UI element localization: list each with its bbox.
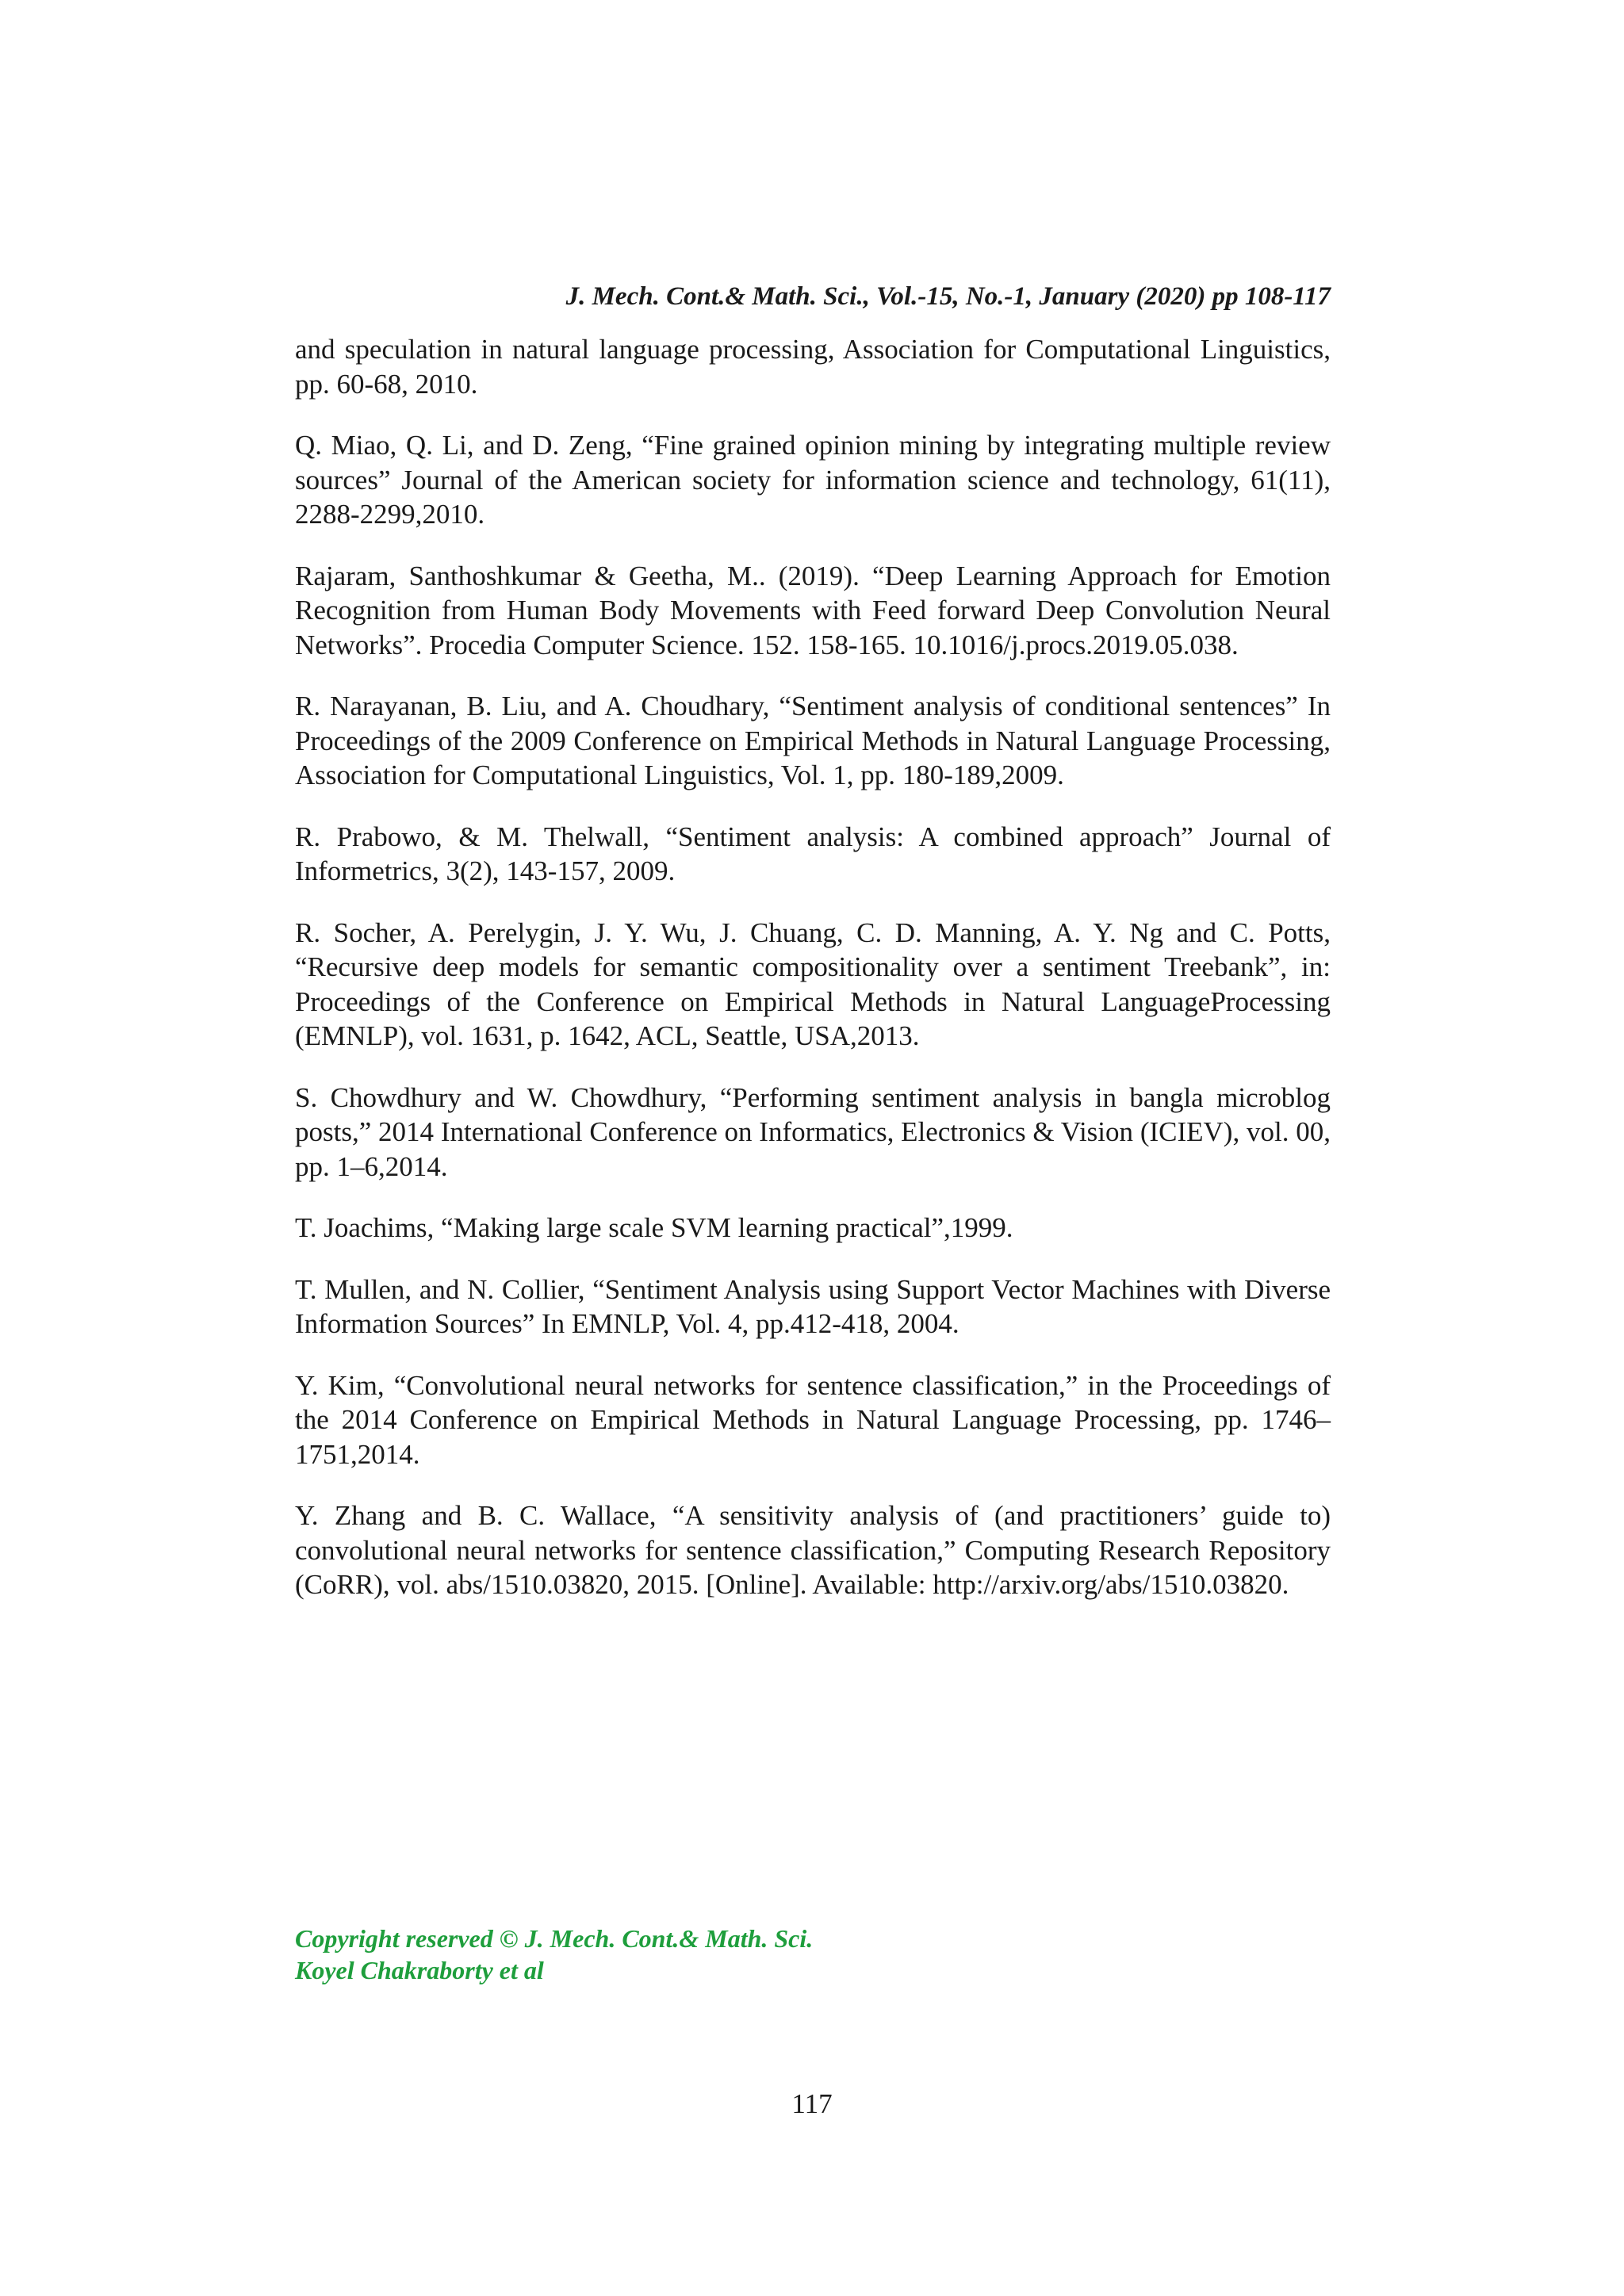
copyright-line: Copyright reserved © J. Mech. Cont.& Math. Sci. xyxy=(295,1924,814,1953)
reference-item: R. Narayanan, B. Liu, and A. Choudhary, “Sentiment analysis of conditional sentences” In Proceedings of the 2009 Conference on Empirical Methods in Natural Language Processing, Association for Computational Linguistics, Vol. 1, pp. 180-189,2009. xyxy=(295,691,1331,790)
copyright-footer xyxy=(295,1923,813,1986)
reference-item: Y. Kim, “Convolutional neural networks for sentence classification,” in the Proceedings of the 2014 Conference on Empirical Methods in Natural Language Processing, pp. 1746– 1751,2014. xyxy=(295,1369,1331,1470)
reference-item: S. Chowdhury and W. Chowdhury, “Performing sentiment analysis in bangla microblog posts,” 2014 International Conference on Informatics, Electronics & Vision (ICIEV), vol. 00, pp. 1–6,2014. xyxy=(295,1081,1331,1182)
reference-list xyxy=(295,332,1331,1629)
author-line: Koyel Chakraborty et al xyxy=(295,1956,544,1984)
reference-item: Q. Miao, Q. Li, and D. Zeng, “Fine grained opinion mining by integrating multiple review sources” Journal of the American society for information science and technology, 61(11), 2288-2299,2010. xyxy=(295,430,1331,530)
page-number: 117 xyxy=(791,2088,833,2119)
reference-item: Y. Zhang and B. C. Wallace, “A sensitivity analysis of (and practitioners’ guide to) convolutional neural networks for sentence classification,” Computing Research Repository (CoRR), vol. abs/1510.03820, 2015. [Online]. Available: http://arxiv.org/abs/1510.03820. xyxy=(295,1500,1331,1600)
running-header: J. Mech. Cont.& Math. Sci., Vol.-15, No.-1, January (2020) pp 108-117 xyxy=(565,282,1331,311)
reference-item: T. Joachims, “Making large scale SVM learning practical”,1999. xyxy=(295,1212,1013,1243)
reference-item: T. Mullen, and N. Collier, “Sentiment Analysis using Support Vector Machines with Diverse Information Sources” In EMNLP, Vol. 4, pp.412-418, 2004. xyxy=(295,1273,1331,1339)
reference-item: and speculation in natural language processing, Association for Computational Linguistics, pp. 60-68, 2010. xyxy=(295,334,1331,400)
reference-item: R. Prabowo, & M. Thelwall, “Sentiment analysis: A combined approach” Journal of Informetrics, 3(2), 143-157, 2009. xyxy=(295,821,1331,886)
reference-item: Rajaram, Santhoshkumar & Geetha, M.. (2019). “Deep Learning Approach for Emotion Recognition from Human Body Movements with Feed forward Deep Convolution Neural Networks”. Procedia Computer Science. 152. 158-165. 10.1016/j.procs.2019.05.038. xyxy=(295,560,1331,660)
reference-item: R. Socher, A. Perelygin, J. Y. Wu, J. Chuang, C. D. Manning, A. Y. Ng and C. Potts, “Recursive deep models for semantic compositionality over a sentiment Treebank”, in: Proceedings of the Conference on Empirical Methods in Natural LanguageProcessing (EMNLP), vol. 1631, p. 1642, ACL, Seattle, USA,2013. xyxy=(295,916,1331,1051)
